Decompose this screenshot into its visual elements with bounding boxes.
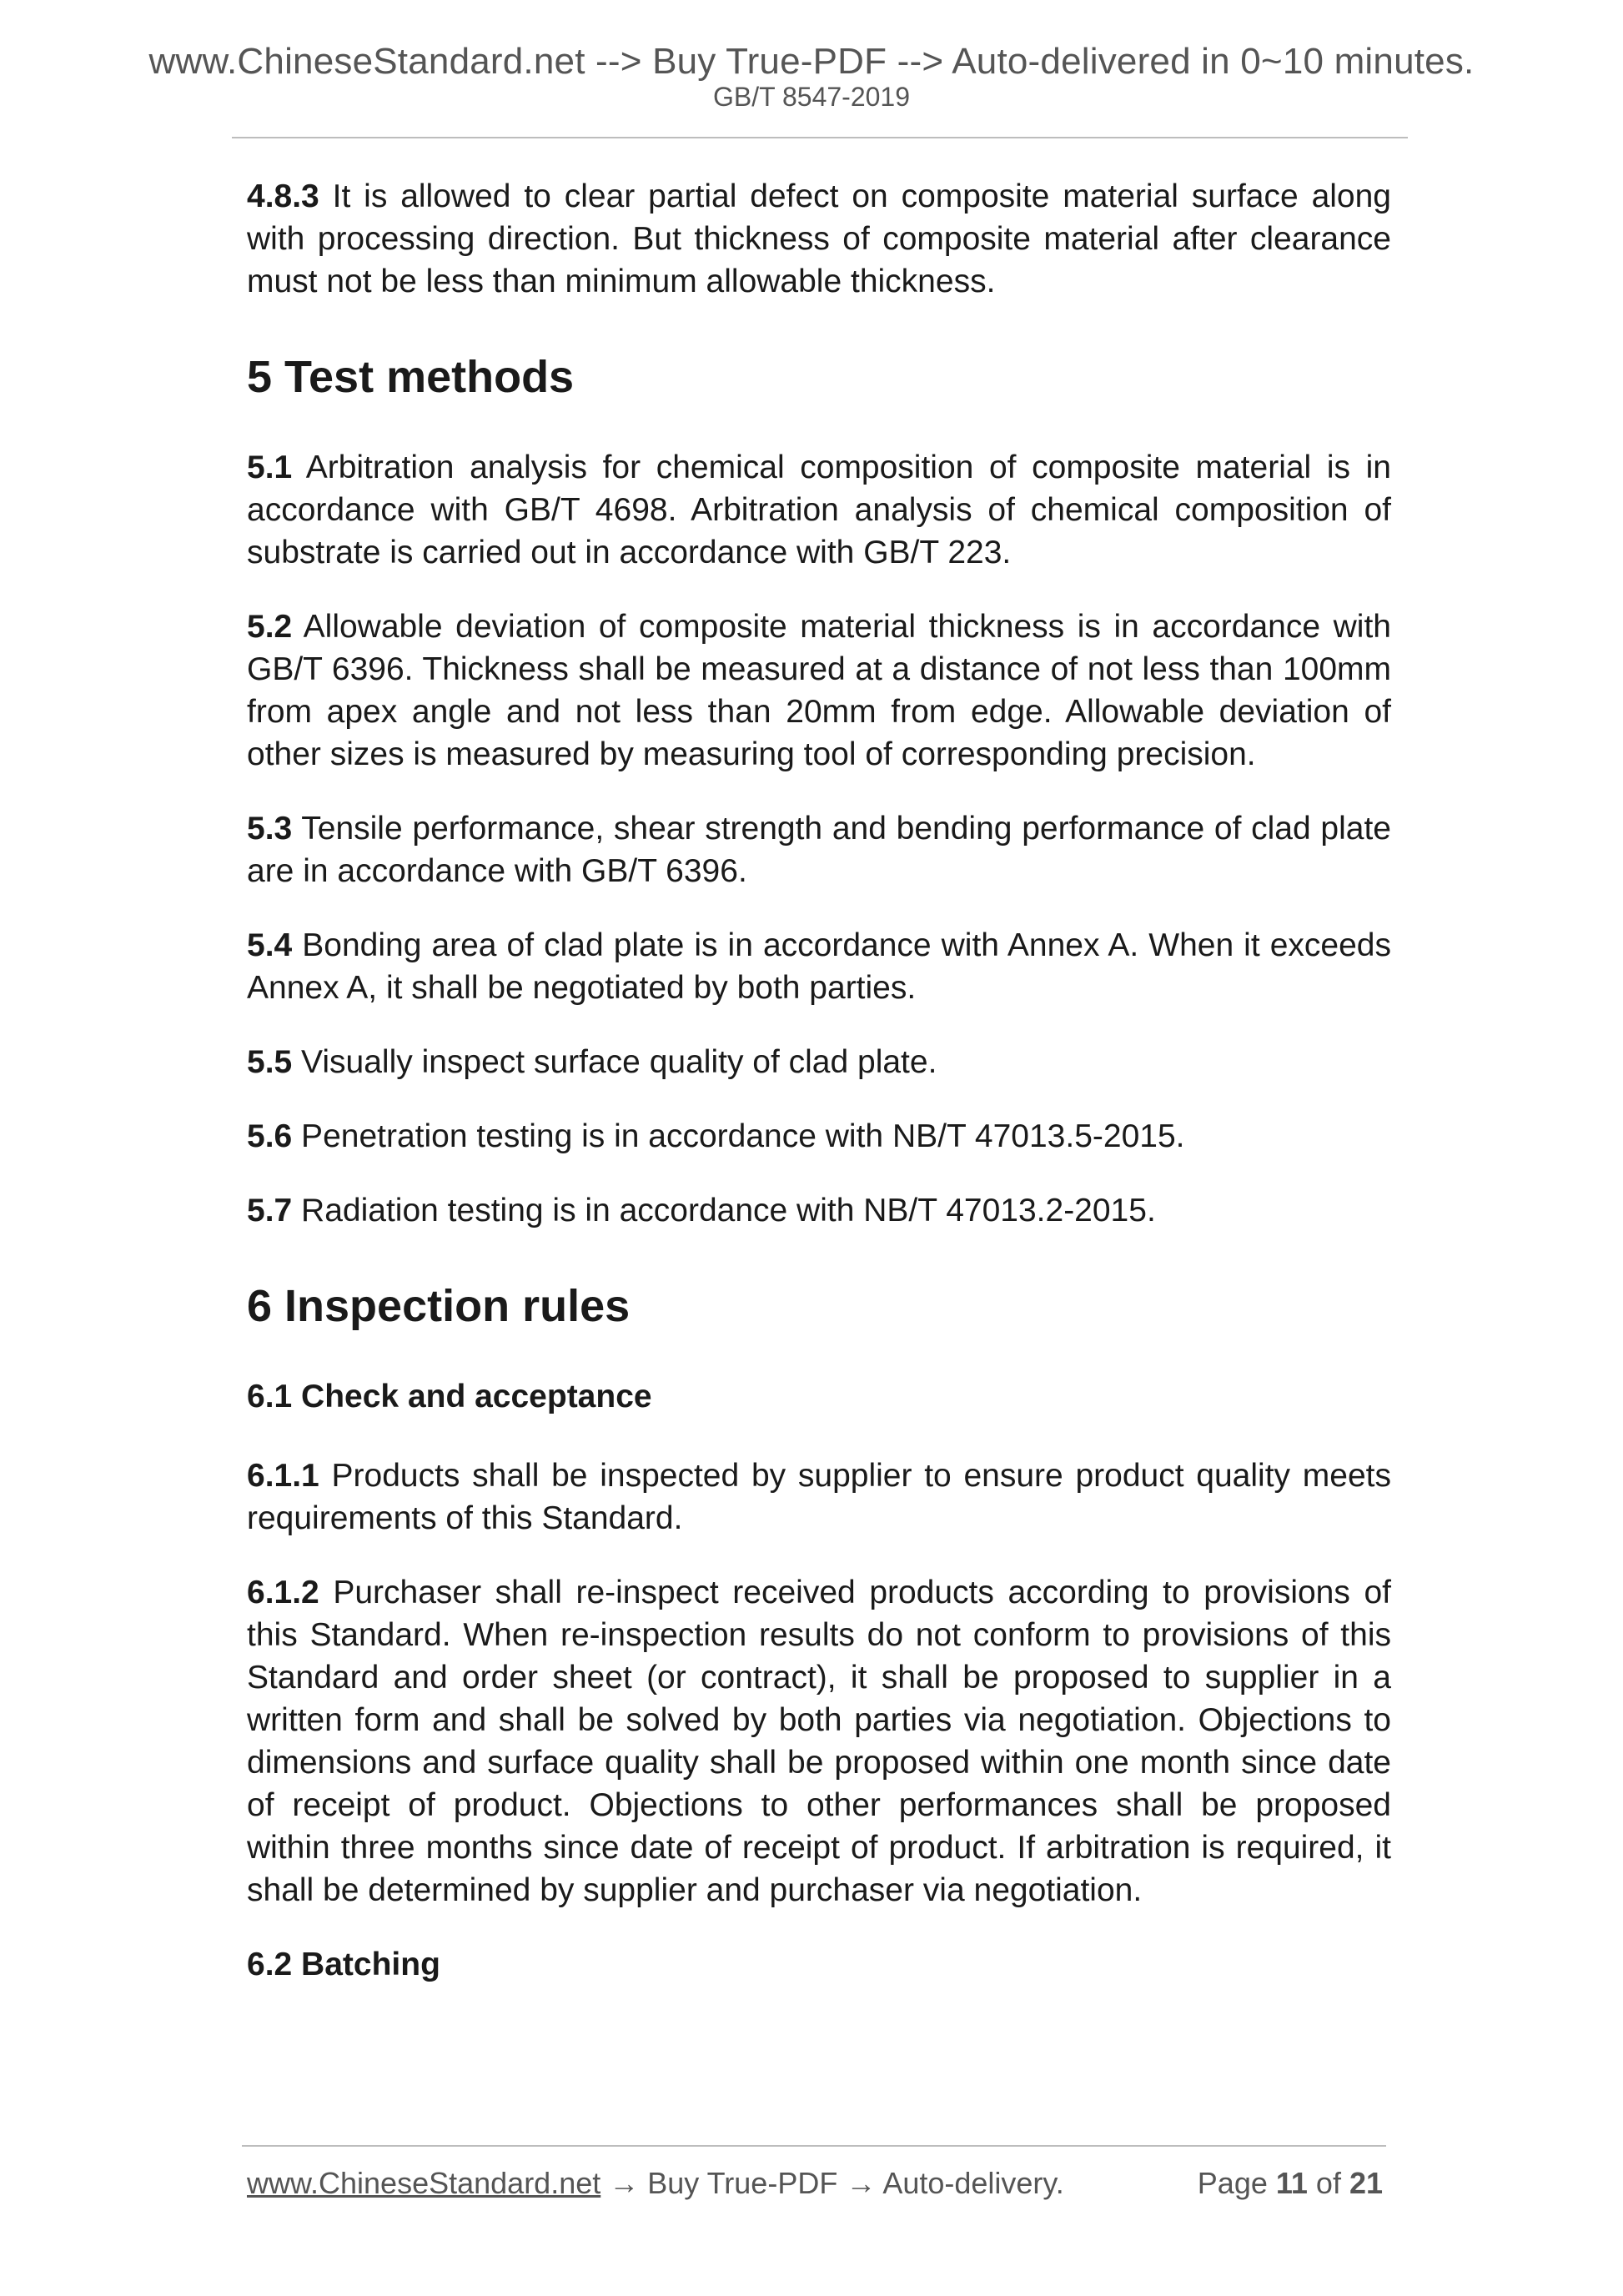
clause-5-6	[247, 1115, 1391, 1158]
clause-text: Products shall be inspected by supplier to ensure product quality meets requirements of this Standard.	[247, 1458, 1391, 1536]
clause-text: Purchaser shall re-inspect received products according to provisions of this Standard. When re-inspection results do not conform to provisions of this Standard and order sheet (or contract), it shall be proposed to supplier in a written form and shall be solved by both parties via negotiation. Objections to dimensions and surface quality shall be proposed within one month since date of receipt of product. Objections to other performances shall be proposed within three months since date of receipt of product. If arbitration is required, it shall be determined by supplier and purchaser via negotiation.	[247, 1575, 1391, 1908]
header-divider	[232, 137, 1408, 138]
footer-promo-text: → Buy True-PDF → Auto-delivery.	[600, 2166, 1064, 2200]
section-5-heading: 5 Test methods	[247, 352, 575, 402]
clause-text: Visually inspect surface quality of clad plate.	[292, 1044, 937, 1080]
clause-number: 5.7	[247, 1193, 293, 1228]
clause-number: 5.4	[247, 927, 293, 963]
clause-5-1	[247, 446, 1391, 574]
clause-5-5	[247, 1041, 1391, 1083]
clause-number: 6.1.2	[247, 1575, 319, 1610]
clause-6-1-1	[247, 1454, 1391, 1540]
clause-5-4	[247, 924, 1391, 1009]
page-number: 11	[1275, 2166, 1308, 2200]
subsection-6-2-heading: 6.2 Batching	[247, 1947, 440, 1982]
clause-6-1-2	[247, 1571, 1391, 1912]
clause-text: Penetration testing is in accordance with NB/T 47013.5-2015.	[292, 1118, 1185, 1154]
page-indicator	[1198, 2168, 1383, 2198]
subsection-6-1-heading: 6.1 Check and acceptance	[247, 1379, 652, 1414]
clause-number: 5.6	[247, 1118, 293, 1154]
site-link[interactable]: www.ChineseStandard.net	[247, 2166, 601, 2200]
clause-number: 5.5	[247, 1044, 293, 1080]
footer-promo	[247, 2168, 1064, 2198]
footer-divider	[242, 2145, 1386, 2147]
clause-4-8-3	[247, 175, 1391, 303]
clause-text: Tensile performance, shear strength and bending performance of clad plate are in accordance with GB/T 6396.	[247, 811, 1391, 889]
clause-5-3	[247, 807, 1391, 892]
clause-number: 6.1.1	[247, 1458, 319, 1494]
page-label: Page	[1197, 2166, 1276, 2200]
clause-text: Arbitration analysis for chemical composition of composite material is in accordance with GB/T 4698. Arbitration analysis of chemical composition of substrate is carried out in accordance with GB/T 223.	[247, 450, 1391, 570]
clause-text: It is allowed to clear partial defect on composite material surface along with processing direction. But thickness of composite material after clearance must not be less than minimum allowable thickness.	[247, 178, 1391, 299]
clause-number: 5.1	[247, 450, 293, 485]
section-6-heading: 6 Inspection rules	[247, 1281, 631, 1331]
site-banner: www.ChineseStandard.net --> Buy True-PDF --> Auto-delivered in 0~10 minutes.	[148, 41, 1475, 82]
page-content	[247, 175, 1391, 2022]
clause-number: 5.3	[247, 811, 293, 847]
page-total: 21	[1349, 2166, 1383, 2200]
clause-text: Radiation testing is in accordance with NB/T 47013.2-2015.	[292, 1193, 1156, 1228]
clause-text: Allowable deviation of composite material thickness is in accordance with GB/T 6396. Thickness shall be measured at a distance of not less than 100mm from apex angle and not less than 20mm from edge. Allowable deviation of other sizes is measured by measuring tool of corresponding precision.	[247, 609, 1391, 772]
clause-5-2	[247, 605, 1391, 776]
clause-number: 5.2	[247, 609, 293, 645]
clause-text: Bonding area of clad plate is in accordance with Annex A. When it exceeds Annex A, it shall be negotiated by both parties.	[247, 927, 1391, 1006]
document-code: GB/T 8547-2019	[712, 82, 910, 112]
clause-5-7	[247, 1189, 1391, 1232]
clause-number: 4.8.3	[247, 178, 319, 214]
of-label: of	[1307, 2166, 1349, 2200]
